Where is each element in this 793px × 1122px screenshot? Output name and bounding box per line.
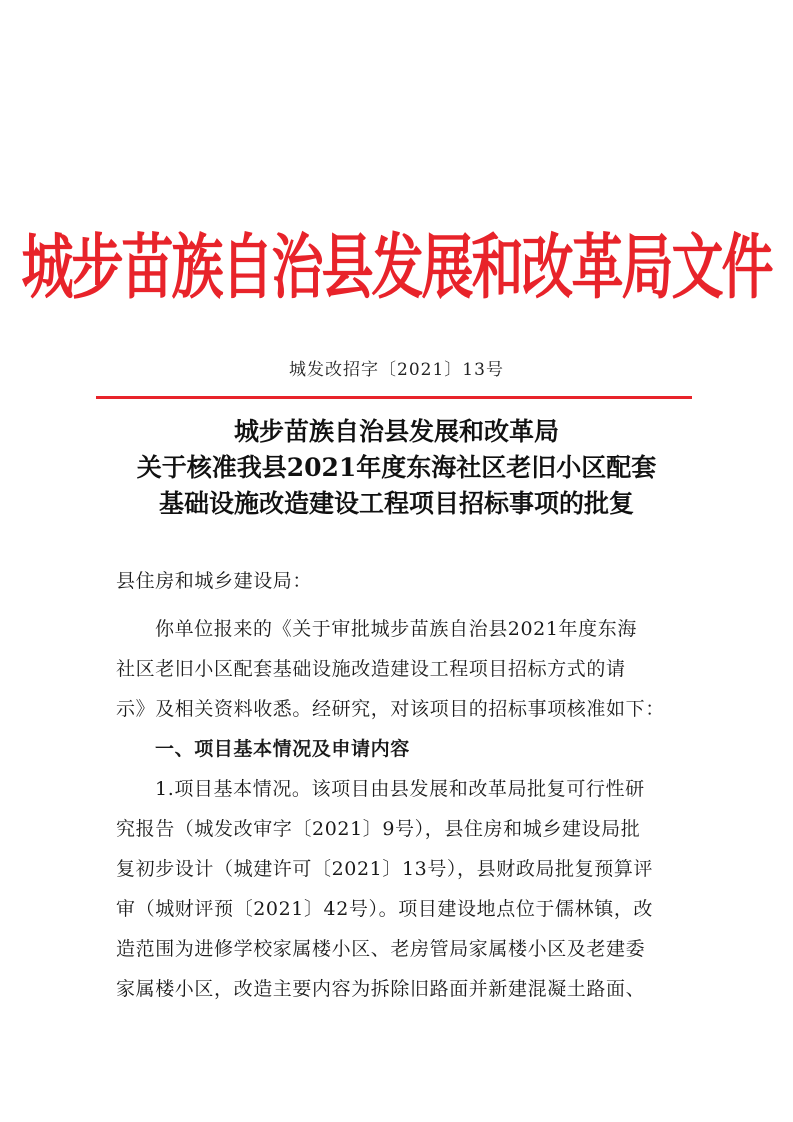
section-heading-1: 一、项目基本情况及申请内容 <box>155 738 410 760</box>
title-line-1: 城步苗族自治县发展和改革局 <box>233 417 559 446</box>
paragraph-1-line-3: 示》及相关资料收悉。经研究，对该项目的招标事项核准如下： <box>116 698 665 720</box>
paragraph-2-line-2: 究报告（城发改审字〔2021〕9号），县住房和城乡建设局批 <box>116 818 641 840</box>
paragraph-2-line-3: 复初步设计（城建许可〔2021〕13号），县财政局批复预算评 <box>116 858 654 880</box>
paragraph-2-line-6: 家属楼小区，改造主要内容为拆除旧路面并新建混凝土路面、 <box>116 978 646 1000</box>
paragraph-1-line-2: 社区老旧小区配套基础设施改造建设工程项目招标方式的请 <box>116 658 626 680</box>
red-divider-line <box>96 396 692 399</box>
document-number: 城发改招字〔2021〕13号 <box>289 360 504 380</box>
paragraph-2-line-1: 1.项目基本情况。该项目由县发展和改革局批复可行性研 <box>155 778 645 800</box>
document-title <box>0 414 793 522</box>
title-line-2: 关于核准我县2021年度东海社区老旧小区配套 <box>136 453 657 482</box>
paragraph-1-line-1: 你单位报来的《关于审批城步苗族自治县2021年度东海 <box>155 618 637 640</box>
addressee: 县住房和城乡建设局： <box>116 570 313 592</box>
masthead-title: 城步苗族自治县发展和改革局文件 <box>21 228 772 309</box>
paragraph-2-line-4: 审（城财评预〔2021〕42号）。项目建设地点位于儒林镇，改 <box>116 898 654 920</box>
paragraph-2-line-5: 造范围为进修学校家属楼小区、老房管局家属楼小区及老建委 <box>116 938 646 960</box>
title-line-3: 基础设施改造建设工程项目招标事项的批复 <box>158 489 634 518</box>
